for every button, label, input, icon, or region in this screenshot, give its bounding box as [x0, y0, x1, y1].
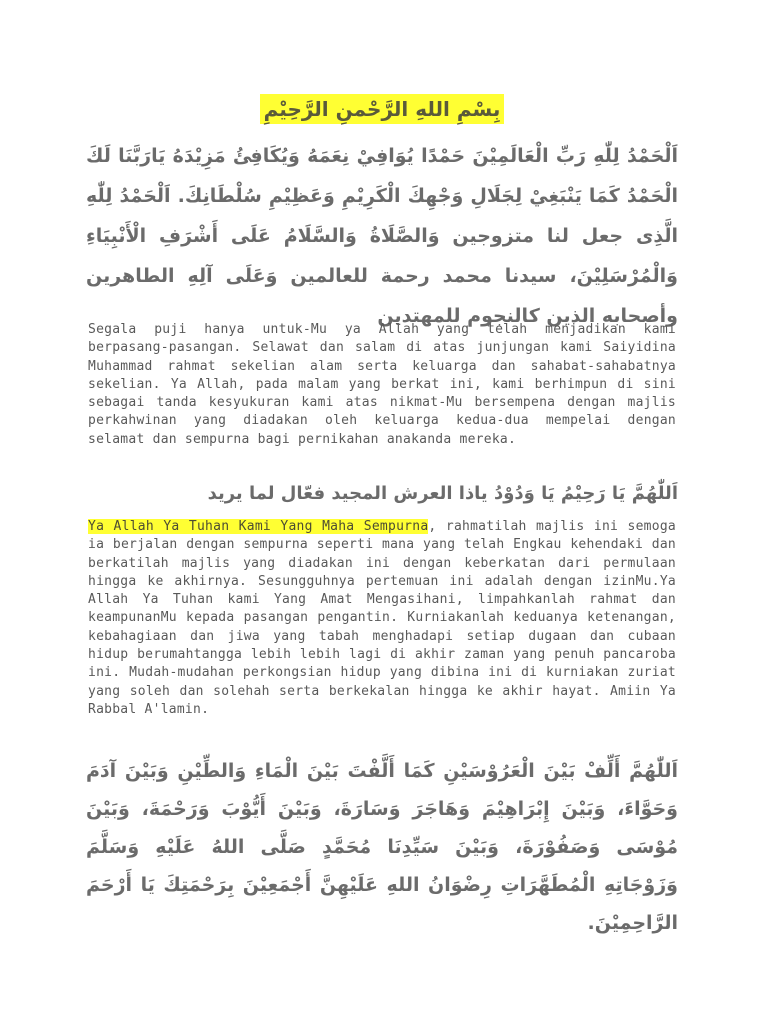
opening-arabic-prayer: اَلْحَمْدُ لِلّٰهِ رَبِّ الْعَالَمِيْنَ حَمْدًا يُوَافِيْ نِعَمَهُ وَيُكَافِئُ مَزِيْدَهُ يَارَبَّنَا لَكَ الْحَمْدُ كَمَا يَنْبَغِيْ لِجَلَالِ وَجْهِكَ الْكَرِيْمِ وَعَظِيْمِ سُلْطَانِكَ. اَلْحَمْدُ لِلّٰهِ الَّذِى جعل لنا متزوجين وَالصَّلَاةُ وَالسَّلَامُ عَلَى أَشْرَفِ الْأَنْبِيَاءِ وَالْمُرْسَلِيْنَ، سيدنا محمد رحمة للعالمين وَعَلَى آلِهِ الطاهرين وأصحابه الذين كالنجوم للمهتدين — [86, 145, 678, 327]
arabic-invocation: اَللّٰهُمَّ يَا رَحِيْمُ يَا وَدُوْدُ ياذا العرش المجيد فعّال لما يريد — [207, 483, 678, 504]
document-page — [86, 0, 678, 1024]
malay-paragraph-2 — [88, 518, 676, 719]
highlighted-phrase: Ya Allah Ya Tuhan Kami Yang Maha Sempurna — [88, 519, 429, 534]
closing-arabic-prayer: اَللّٰهُمَّ أَلِّفْ بَيْنَ الْعَرُوْسَيْنِ كَمَا أَلَّفْتَ بَيْنَ الْمَاءِ وَالطِّيْنِ وَبَيْنَ آدَمَ وَحَوَّاءَ، وَبَيْنَ إِبْرَاهِيْمَ وَهَاجَرَ وَسَارَةَ، وَبَيْنَ أَيُّوْبَ وَرَحْمَةَ، وَبَيْنَ مُوْسَى وَصَفُوْرَةَ، وَبَيْنَ سَيِّدِنَا مُحَمَّدٍ صَلَّى اللهُ عَلَيْهِ وَسَلَّمَ وَزَوْجَاتِهِ الْمُطَهَّرَاتِ رِضْوَانُ اللهِ عَلَيْهِنَّ أَجْمَعِيْنَ بِرَحْمَتِكَ يَا أَرْحَمَ الرَّاحِمِيْنَ. — [86, 760, 678, 934]
malay-paragraph-2-text: , rahmatilah majlis ini semoga ia berjalan dengan sempurna seperti mana yang telah Engkau kehendaki dan berkatilah majlis yang diadakan ini dengan keberkatan dari permulaan hingga ke akhirnya. Sesungguhnya pertemuan ini adalah dengan izinMu.Ya Allah Ya Tuhan kami Yang Amat Mengasihani, limpahkanlah rahmat dan keampunanMu kepada pasangan pengantin. Kurniakanlah keduanya ketenangan, kebahagiaan dan jiwa yang tabah menghadapi setiap dugaan dan cubaan hidup berumahtangga lebih lebih lagi di akhir zaman yang penuh pancaroba ini. Mudah-mudahan perkongsian hidup yang dibina ini di kurniakan zuriat yang soleh dan solehah serta berkekalan hingga ke akhir hayat. Amiin Ya Rabbal A'lamin. — [88, 519, 676, 717]
basmala-heading: بِسْمِ اللهِ الرَّحْمنِ الرَّحِيْمِ — [260, 94, 505, 124]
basmala-heading-wrap — [86, 94, 678, 124]
malay-paragraph-1: Segala puji hanya untuk-Mu ya Allah yang telah menjadikan kami berpasang-pasangan. Selawat dan salam di atas junjungan kami Saiyidina Muhammad rahmat sekelian alam serta keluarga dan sahabat-sahabatnya sekelian. Ya Allah, pada malam yang berkat ini, kami berhimpun di sini sebagai tanda kesyukuran kami atas nikmat-Mu bersempena dengan majlis perkahwinan yang diadakan oleh keluarga kedua-dua mempelai dengan selamat dan sempurna bagi pernikahan anakanda mereka. — [88, 322, 676, 447]
